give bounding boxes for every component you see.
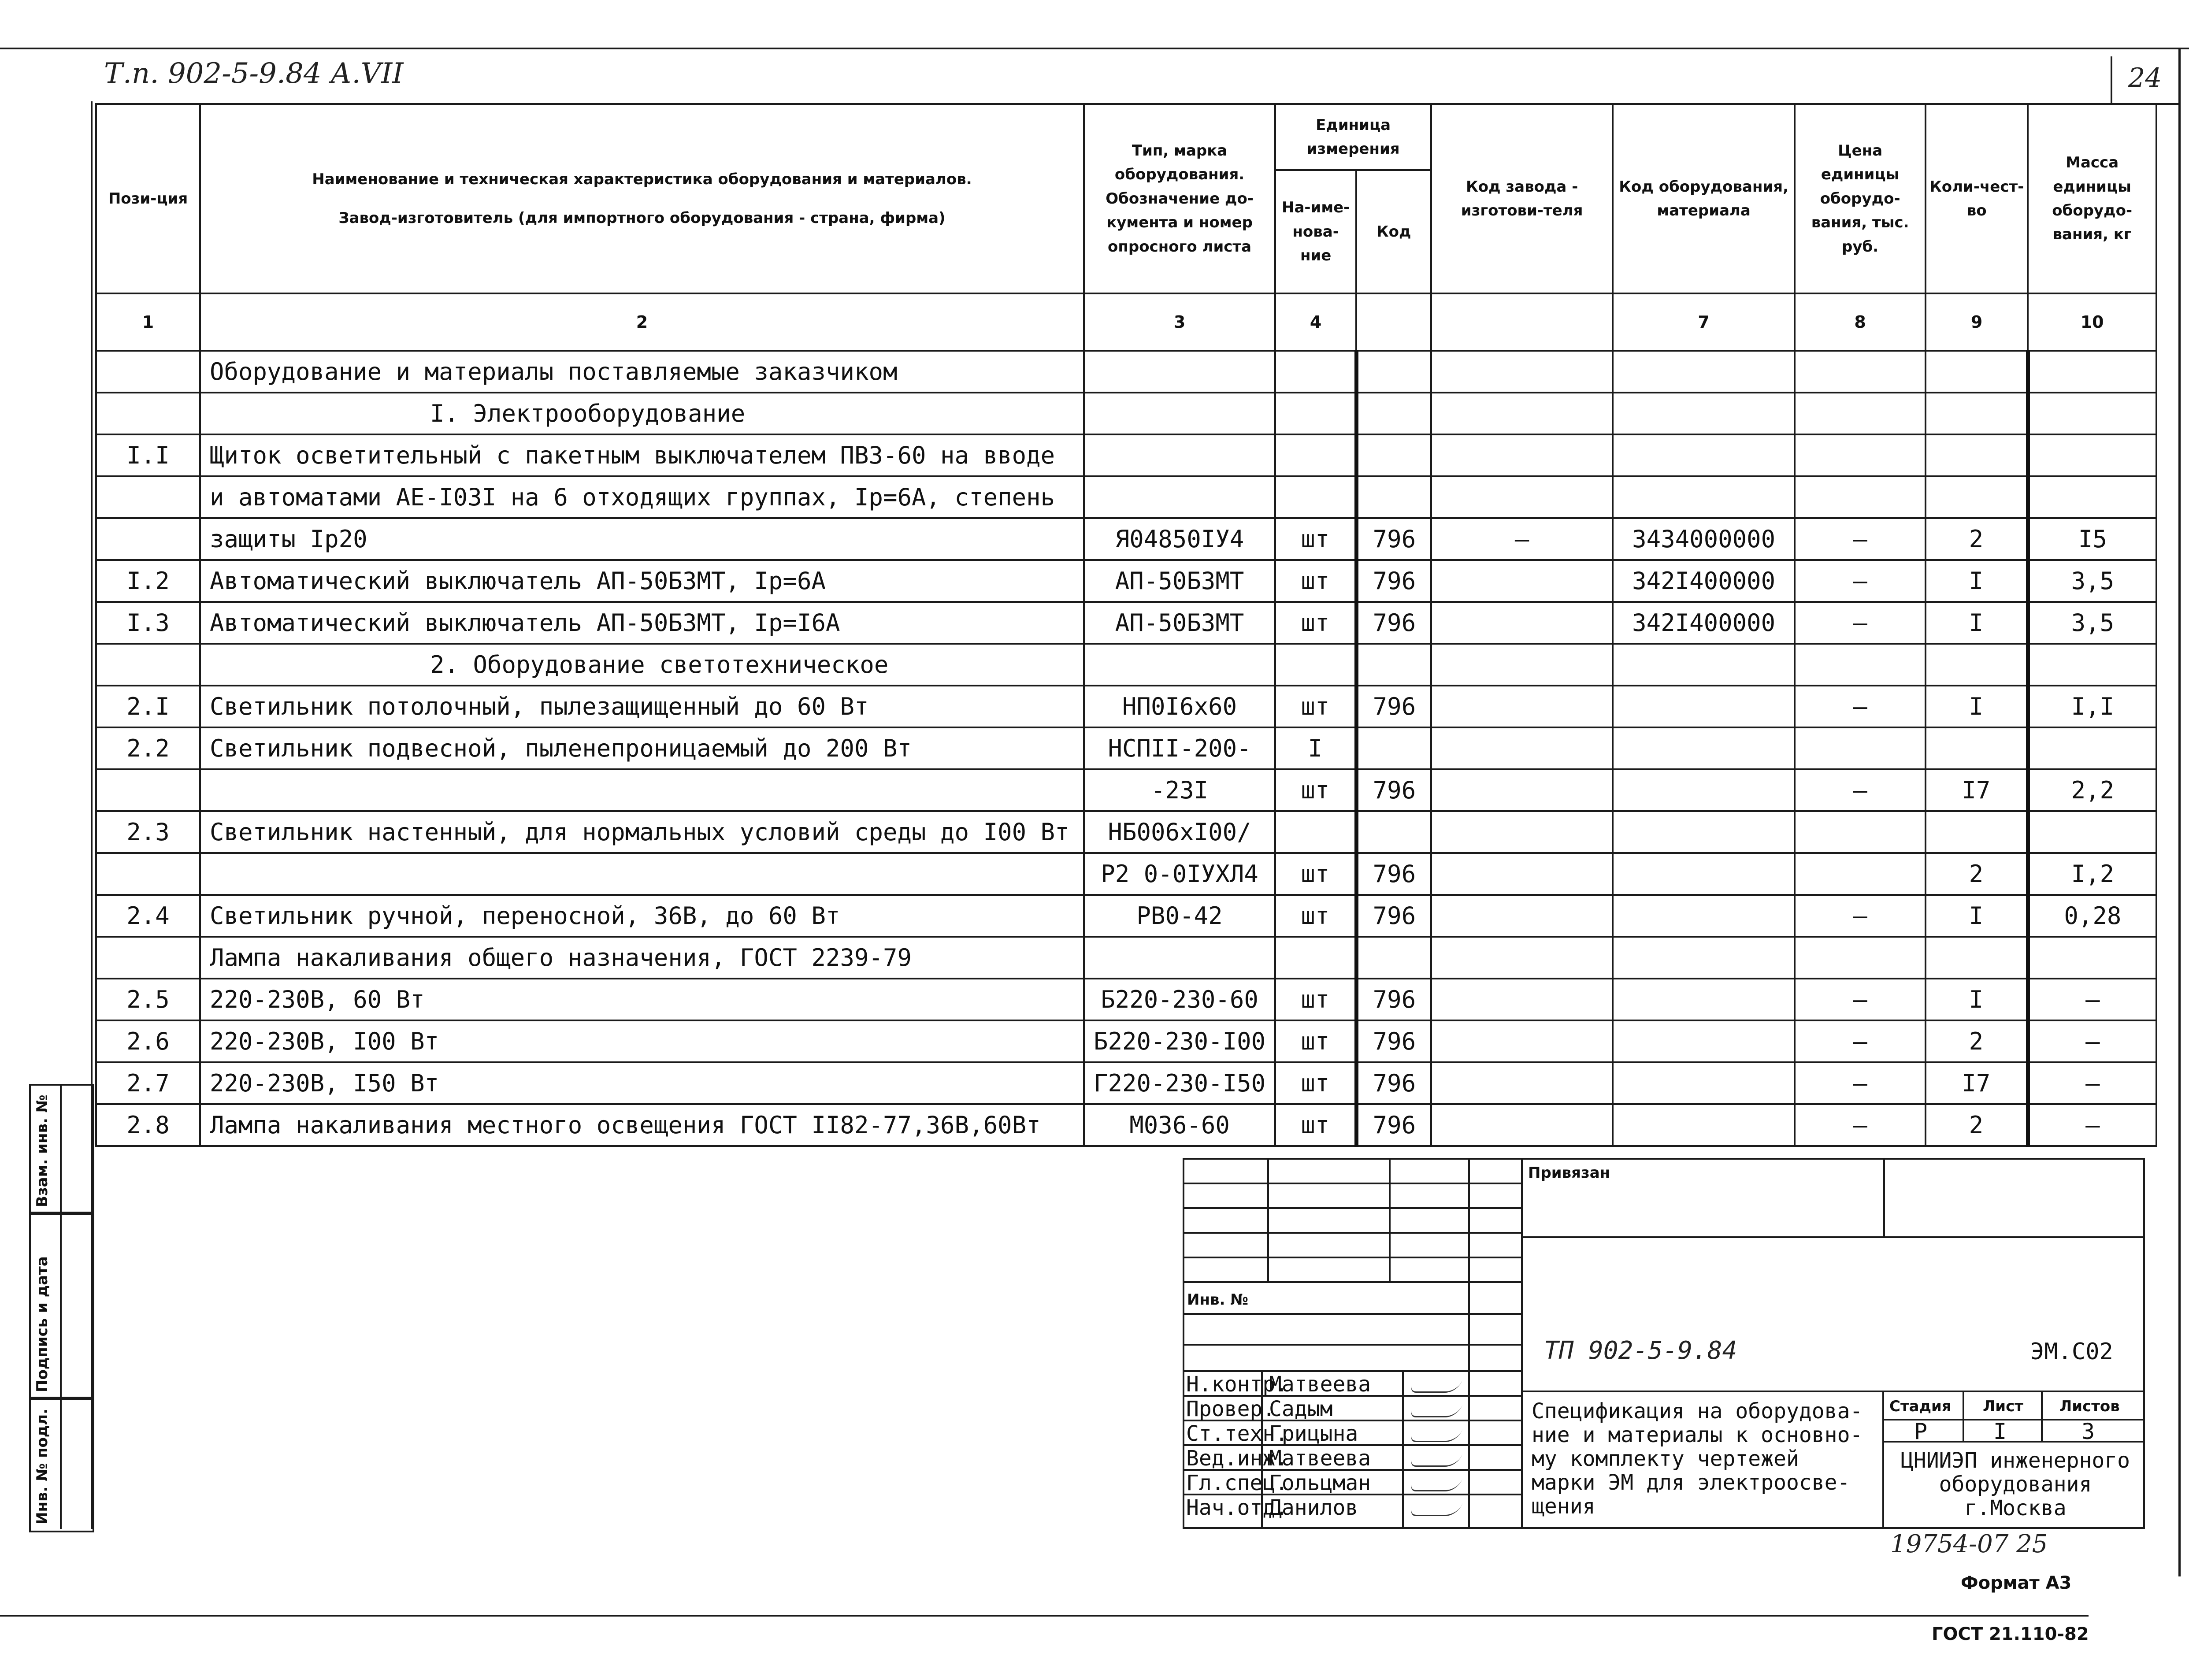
type-cell: НП0I6х60 bbox=[1084, 686, 1275, 727]
mass-cell: – bbox=[2028, 979, 2156, 1020]
table-row bbox=[96, 476, 2156, 518]
document-title bbox=[1532, 1399, 1863, 1518]
qty-cell: 2 bbox=[1926, 1104, 2028, 1146]
stage-label: Стадия bbox=[1889, 1398, 1952, 1415]
header-name-line1: Наименование и техническая характеристика оборудования и материалов. bbox=[312, 170, 972, 188]
plant-code-cell bbox=[1431, 811, 1613, 853]
price-cell bbox=[1795, 811, 1926, 853]
type-cell: М036-60 bbox=[1084, 1104, 1275, 1146]
equipment-code-cell: 342I400000 bbox=[1613, 602, 1795, 644]
name-cell: 220-230В, I50 Вт bbox=[200, 1062, 1084, 1104]
name-cell: Светильник подвесной, пыленепроницаемый до 200 Вт bbox=[200, 727, 1084, 769]
name-cell bbox=[200, 769, 1084, 811]
signer-role: Гл.спец. bbox=[1186, 1471, 1288, 1495]
position-cell: 2.I bbox=[96, 686, 200, 727]
qty-cell bbox=[1926, 476, 2028, 518]
header-row bbox=[96, 104, 2156, 170]
name-cell: 220-230В, I00 Вт bbox=[200, 1020, 1084, 1062]
unit-code-cell: 796 bbox=[1356, 686, 1431, 727]
mass-cell: 3,5 bbox=[2028, 602, 2156, 644]
unit-code-cell bbox=[1356, 811, 1431, 853]
unit-code-cell bbox=[1356, 727, 1431, 769]
equipment-code-cell: 3434000000 bbox=[1613, 518, 1795, 560]
plant-code-cell bbox=[1431, 476, 1613, 518]
header-unit-name: На-име-нова-ние bbox=[1275, 170, 1356, 293]
document-title-line: марки ЭМ для электроосве- bbox=[1532, 1470, 1850, 1495]
price-cell: – bbox=[1795, 895, 1926, 937]
mass-cell: I5 bbox=[2028, 518, 2156, 560]
document-title-line: ние и материалы к основно- bbox=[1532, 1423, 1863, 1447]
type-cell: АП-50Б3МТ bbox=[1084, 560, 1275, 602]
unit-code-cell: 796 bbox=[1356, 979, 1431, 1020]
table-row bbox=[96, 937, 2156, 979]
type-cell bbox=[1084, 937, 1275, 979]
mass-cell bbox=[2028, 644, 2156, 686]
unit-code-cell: 796 bbox=[1356, 769, 1431, 811]
signer-name: Грицына bbox=[1269, 1421, 1358, 1446]
price-cell: – bbox=[1795, 1062, 1926, 1104]
mass-cell bbox=[2028, 476, 2156, 518]
mass-cell bbox=[2028, 393, 2156, 434]
unit-code-cell: 796 bbox=[1356, 518, 1431, 560]
position-cell: 2.4 bbox=[96, 895, 200, 937]
unit-code-cell bbox=[1356, 476, 1431, 518]
frame-bottom-line bbox=[0, 1615, 2089, 1617]
equipment-code-cell bbox=[1613, 727, 1795, 769]
header-name-line2: Завод-изготовитель (для импортного оборудования - страна, фирма) bbox=[338, 209, 946, 227]
type-cell: РВ0-42 bbox=[1084, 895, 1275, 937]
plant-code-cell bbox=[1431, 686, 1613, 727]
mass-cell: – bbox=[2028, 1104, 2156, 1146]
type-cell: Я04850IУ4 bbox=[1084, 518, 1275, 560]
unit-cell: шт bbox=[1275, 895, 1356, 937]
plant-code-cell bbox=[1431, 1062, 1613, 1104]
mass-cell: 0,28 bbox=[2028, 895, 2156, 937]
name-cell: и автоматами АЕ-I03I на 6 отходящих группах, Iр=6А, степень bbox=[200, 476, 1084, 518]
sheet-label: Лист bbox=[1983, 1398, 2023, 1415]
organization-line: г.Москва bbox=[1964, 1496, 2067, 1521]
frame-right-line bbox=[2178, 48, 2181, 1576]
table-row bbox=[96, 1062, 2156, 1104]
organization-line: ЦНИИЭП инженерного bbox=[1900, 1448, 2130, 1473]
equipment-code-cell bbox=[1613, 351, 1795, 393]
table-row bbox=[96, 434, 2156, 476]
table-row bbox=[96, 1104, 2156, 1146]
unit-code-cell: 796 bbox=[1356, 895, 1431, 937]
qty-cell bbox=[1926, 393, 2028, 434]
gost-label: ГОСТ 21.110-82 bbox=[1932, 1624, 2089, 1644]
signer-role: Н.контр. bbox=[1186, 1372, 1288, 1397]
specification-body bbox=[96, 351, 2156, 1146]
header-unit-group: Единица измерения bbox=[1275, 104, 1431, 170]
unit-cell: шт bbox=[1275, 979, 1356, 1020]
name-cell: 220-230В, 60 Вт bbox=[200, 979, 1084, 1020]
equipment-code-cell bbox=[1613, 476, 1795, 518]
qty-cell bbox=[1926, 351, 2028, 393]
unit-cell bbox=[1275, 393, 1356, 434]
frame-top-line bbox=[0, 48, 2189, 49]
header-qty: Коли-чест-во bbox=[1926, 104, 2028, 293]
equipment-code-cell bbox=[1613, 937, 1795, 979]
table-row bbox=[96, 351, 2156, 393]
unit-code-cell: 796 bbox=[1356, 853, 1431, 895]
name-cell: Автоматический выключатель АП-50Б3МТ, Iр=6А bbox=[200, 560, 1084, 602]
position-cell bbox=[96, 853, 200, 895]
qty-cell: I7 bbox=[1926, 1062, 2028, 1104]
organization-line: оборудования bbox=[1939, 1472, 2092, 1497]
equipment-code-cell bbox=[1613, 644, 1795, 686]
signer-name: Данилов bbox=[1269, 1495, 1358, 1520]
name-cell: Оборудование и материалы поставляемые заказчиком bbox=[200, 351, 1084, 393]
equipment-code-cell bbox=[1613, 895, 1795, 937]
unit-cell: шт bbox=[1275, 602, 1356, 644]
sheets-value: 3 bbox=[2081, 1419, 2095, 1444]
page-number-box bbox=[2111, 56, 2179, 105]
plant-code-cell bbox=[1431, 602, 1613, 644]
column-number bbox=[1356, 293, 1431, 351]
plant-code-cell bbox=[1431, 727, 1613, 769]
type-cell bbox=[1084, 393, 1275, 434]
top-note: Т.п. 902-5-9.84 А.VII bbox=[104, 57, 404, 90]
name-cell: Светильник потолочный, пылезащищенный до 60 Вт bbox=[200, 686, 1084, 727]
qty-cell: 2 bbox=[1926, 1020, 2028, 1062]
type-cell: -23I bbox=[1084, 769, 1275, 811]
table-row bbox=[96, 769, 2156, 811]
unit-code-cell: 796 bbox=[1356, 560, 1431, 602]
specification-table bbox=[95, 103, 2157, 1147]
stamp-number: 19754-07 25 bbox=[1890, 1530, 2048, 1558]
plant-code-cell bbox=[1431, 393, 1613, 434]
name-cell: Автоматический выключатель АП-50Б3МТ, Iр=I6А bbox=[200, 602, 1084, 644]
equipment-code-cell bbox=[1613, 1104, 1795, 1146]
table-row bbox=[96, 853, 2156, 895]
name-cell: Лампа накаливания местного освещения ГОСТ II82-77,36В,60Вт bbox=[200, 1104, 1084, 1146]
qty-cell: 2 bbox=[1926, 518, 2028, 560]
unit-code-cell: 796 bbox=[1356, 1020, 1431, 1062]
header-type: Тип, марка оборудования. Обозначение до-кумента и номер опросного листа bbox=[1084, 104, 1275, 293]
price-cell: – bbox=[1795, 979, 1926, 1020]
unit-cell bbox=[1275, 351, 1356, 393]
type-cell bbox=[1084, 476, 1275, 518]
position-cell bbox=[96, 393, 200, 434]
header-equipment-code: Код оборудования, материала bbox=[1613, 104, 1795, 293]
document-title-line: му комплекту чертежей bbox=[1532, 1446, 1799, 1471]
document-code: ЭМ.С02 bbox=[2030, 1339, 2113, 1365]
price-cell bbox=[1795, 727, 1926, 769]
unit-cell: шт bbox=[1275, 686, 1356, 727]
price-cell: – bbox=[1795, 518, 1926, 560]
table-row bbox=[96, 811, 2156, 853]
plant-code-cell bbox=[1431, 351, 1613, 393]
signer-role: Вед.инж. bbox=[1186, 1446, 1288, 1471]
sheets-label: Листов bbox=[2059, 1398, 2120, 1415]
price-cell bbox=[1795, 476, 1926, 518]
signer-name: Матвеева bbox=[1269, 1372, 1371, 1397]
column-number: 2 bbox=[200, 293, 1084, 351]
position-cell bbox=[96, 937, 200, 979]
column-number: 9 bbox=[1926, 293, 2028, 351]
signer-role: Ст.техн. bbox=[1186, 1421, 1288, 1446]
price-cell: – bbox=[1795, 1104, 1926, 1146]
document-title-line: Спецификация на оборудова- bbox=[1532, 1399, 1863, 1424]
table-row bbox=[96, 560, 2156, 602]
unit-cell: I bbox=[1275, 727, 1356, 769]
side-divider bbox=[60, 1084, 62, 1529]
header-plant-code: Код завода - изготови-теля bbox=[1431, 104, 1613, 293]
price-cell bbox=[1795, 351, 1926, 393]
price-cell: – bbox=[1795, 1020, 1926, 1062]
organization bbox=[1888, 1449, 2143, 1520]
position-cell: 2.6 bbox=[96, 1020, 200, 1062]
qty-cell bbox=[1926, 811, 2028, 853]
unit-code-cell bbox=[1356, 434, 1431, 476]
header-position: Пози-ция bbox=[96, 104, 200, 293]
type-cell: Г220-230-I50 bbox=[1084, 1062, 1275, 1104]
unit-cell: шт bbox=[1275, 769, 1356, 811]
name-cell: Светильник настенный, для нормальных условий среды до I00 Вт bbox=[200, 811, 1084, 853]
unit-code-cell bbox=[1356, 644, 1431, 686]
signer-role: Провер. bbox=[1186, 1397, 1276, 1421]
position-cell: 2.7 bbox=[96, 1062, 200, 1104]
table-row bbox=[96, 686, 2156, 727]
document-title-line: щения bbox=[1532, 1494, 1595, 1519]
unit-cell bbox=[1275, 811, 1356, 853]
equipment-code-cell bbox=[1613, 686, 1795, 727]
equipment-code-cell bbox=[1613, 979, 1795, 1020]
qty-cell: 2 bbox=[1926, 853, 2028, 895]
mass-cell: I,2 bbox=[2028, 853, 2156, 895]
name-cell: I. Электрооборудование bbox=[200, 393, 1084, 434]
price-cell bbox=[1795, 937, 1926, 979]
column-number: 10 bbox=[2028, 293, 2156, 351]
name-cell: Светильник ручной, переносной, 36В, до 60 Вт bbox=[200, 895, 1084, 937]
price-cell bbox=[1795, 434, 1926, 476]
type-cell bbox=[1084, 644, 1275, 686]
designation: ТП 902-5-9.84 bbox=[1544, 1336, 1737, 1365]
unit-code-cell: 796 bbox=[1356, 602, 1431, 644]
unit-code-cell bbox=[1356, 393, 1431, 434]
price-cell bbox=[1795, 644, 1926, 686]
column-number-row bbox=[96, 293, 2156, 351]
side-label-inventory: Инв. № подл. bbox=[33, 1408, 51, 1524]
position-cell: I.2 bbox=[96, 560, 200, 602]
unit-cell: шт bbox=[1275, 1020, 1356, 1062]
plant-code-cell bbox=[1431, 1104, 1613, 1146]
qty-cell: I bbox=[1926, 560, 2028, 602]
privyazan-label: Привязан bbox=[1528, 1164, 1610, 1182]
qty-cell: I bbox=[1926, 686, 2028, 727]
unit-cell bbox=[1275, 937, 1356, 979]
position-cell bbox=[96, 518, 200, 560]
type-cell: АП-50Б3МТ bbox=[1084, 602, 1275, 644]
unit-cell bbox=[1275, 476, 1356, 518]
plant-code-cell: – bbox=[1431, 518, 1613, 560]
unit-cell: шт bbox=[1275, 853, 1356, 895]
unit-cell bbox=[1275, 434, 1356, 476]
mass-cell: 3,5 bbox=[2028, 560, 2156, 602]
equipment-code-cell bbox=[1613, 1062, 1795, 1104]
sheet-value: I bbox=[1993, 1419, 2007, 1444]
equipment-code-cell bbox=[1613, 393, 1795, 434]
table-row bbox=[96, 644, 2156, 686]
equipment-code-cell bbox=[1613, 434, 1795, 476]
qty-cell: I bbox=[1926, 895, 2028, 937]
plant-code-cell bbox=[1431, 979, 1613, 1020]
equipment-code-cell bbox=[1613, 1020, 1795, 1062]
plant-code-cell bbox=[1431, 1020, 1613, 1062]
qty-cell: I bbox=[1926, 602, 2028, 644]
name-cell: Щиток осветительный с пакетным выключателем ПВЗ-60 на вводе bbox=[200, 434, 1084, 476]
position-cell bbox=[96, 769, 200, 811]
qty-cell bbox=[1926, 727, 2028, 769]
price-cell: – bbox=[1795, 769, 1926, 811]
signer-name: Садым bbox=[1269, 1397, 1333, 1421]
table-row bbox=[96, 393, 2156, 434]
name-cell: Лампа накаливания общего назначения, ГОСТ 2239-79 bbox=[200, 937, 1084, 979]
price-cell: – bbox=[1795, 686, 1926, 727]
position-cell: I.I bbox=[96, 434, 200, 476]
signer-name: Матвеева bbox=[1269, 1446, 1371, 1471]
mass-cell bbox=[2028, 351, 2156, 393]
column-number: 8 bbox=[1795, 293, 1926, 351]
plant-code-cell bbox=[1431, 769, 1613, 811]
column-number: 3 bbox=[1084, 293, 1275, 351]
qty-cell: I7 bbox=[1926, 769, 2028, 811]
mass-cell bbox=[2028, 434, 2156, 476]
plant-code-cell bbox=[1431, 434, 1613, 476]
equipment-code-cell bbox=[1613, 769, 1795, 811]
unit-cell bbox=[1275, 644, 1356, 686]
price-cell bbox=[1795, 393, 1926, 434]
position-cell bbox=[96, 644, 200, 686]
price-cell bbox=[1795, 853, 1926, 895]
type-cell: Б220-230-I00 bbox=[1084, 1020, 1275, 1062]
header-price: Цена единицы оборудо-вания, тыс. руб. bbox=[1795, 104, 1926, 293]
unit-cell: шт bbox=[1275, 560, 1356, 602]
type-cell: Р2 0-0IУХЛ4 bbox=[1084, 853, 1275, 895]
qty-cell bbox=[1926, 434, 2028, 476]
unit-code-cell bbox=[1356, 937, 1431, 979]
type-cell bbox=[1084, 351, 1275, 393]
header-unit-code: Код bbox=[1356, 170, 1431, 293]
page-number: 24 bbox=[2128, 63, 2162, 93]
mass-cell bbox=[2028, 937, 2156, 979]
position-cell: 2.5 bbox=[96, 979, 200, 1020]
format-label: Формат А3 bbox=[1961, 1573, 2072, 1593]
mass-cell: – bbox=[2028, 1062, 2156, 1104]
table-row bbox=[96, 727, 2156, 769]
unit-cell: шт bbox=[1275, 1104, 1356, 1146]
column-number: 7 bbox=[1613, 293, 1795, 351]
side-label-replace: Взам. инв. № bbox=[33, 1094, 51, 1207]
inventory-label: Инв. № bbox=[1187, 1291, 1249, 1309]
column-number: 1 bbox=[96, 293, 200, 351]
type-cell bbox=[1084, 434, 1275, 476]
name-cell: 2. Оборудование светотехническое bbox=[200, 644, 1084, 686]
header-name bbox=[200, 104, 1084, 293]
position-cell bbox=[96, 351, 200, 393]
equipment-code-cell bbox=[1613, 853, 1795, 895]
stage-value: Р bbox=[1914, 1419, 1928, 1444]
equipment-code-cell: 342I400000 bbox=[1613, 560, 1795, 602]
plant-code-cell bbox=[1431, 895, 1613, 937]
position-cell bbox=[96, 476, 200, 518]
type-cell: Б220-230-60 bbox=[1084, 979, 1275, 1020]
unit-code-cell bbox=[1356, 351, 1431, 393]
unit-code-cell: 796 bbox=[1356, 1062, 1431, 1104]
table-row bbox=[96, 979, 2156, 1020]
unit-cell: шт bbox=[1275, 518, 1356, 560]
position-cell: 2.3 bbox=[96, 811, 200, 853]
position-cell: I.3 bbox=[96, 602, 200, 644]
plant-code-cell bbox=[1431, 644, 1613, 686]
side-label-signature: Подпись и дата bbox=[33, 1256, 51, 1392]
position-cell: 2.8 bbox=[96, 1104, 200, 1146]
table-row bbox=[96, 518, 2156, 560]
plant-code-cell bbox=[1431, 937, 1613, 979]
mass-cell: – bbox=[2028, 1020, 2156, 1062]
qty-cell: I bbox=[1926, 979, 2028, 1020]
table-row bbox=[96, 602, 2156, 644]
mass-cell bbox=[2028, 811, 2156, 853]
mass-cell: I,I bbox=[2028, 686, 2156, 727]
type-cell: НБ006хI00/ bbox=[1084, 811, 1275, 853]
table-row bbox=[96, 1020, 2156, 1062]
price-cell: – bbox=[1795, 560, 1926, 602]
type-cell: НСПII-200- bbox=[1084, 727, 1275, 769]
qty-cell bbox=[1926, 644, 2028, 686]
unit-cell: шт bbox=[1275, 1062, 1356, 1104]
name-cell: защиты Iр20 bbox=[200, 518, 1084, 560]
plant-code-cell bbox=[1431, 560, 1613, 602]
table-row bbox=[96, 895, 2156, 937]
name-cell bbox=[200, 853, 1084, 895]
mass-cell: 2,2 bbox=[2028, 769, 2156, 811]
header-mass: Масса единицы оборудо-вания, кг bbox=[2028, 104, 2156, 293]
price-cell: – bbox=[1795, 602, 1926, 644]
mass-cell bbox=[2028, 727, 2156, 769]
signer-role: Нач.отд. bbox=[1186, 1495, 1288, 1520]
plant-code-cell bbox=[1431, 853, 1613, 895]
column-number: 4 bbox=[1275, 293, 1356, 351]
column-number bbox=[1431, 293, 1613, 351]
unit-code-cell: 796 bbox=[1356, 1104, 1431, 1146]
qty-cell bbox=[1926, 937, 2028, 979]
equipment-code-cell bbox=[1613, 811, 1795, 853]
position-cell: 2.2 bbox=[96, 727, 200, 769]
title-block bbox=[1183, 1158, 2145, 1529]
signer-name: Гольцман bbox=[1269, 1471, 1371, 1495]
